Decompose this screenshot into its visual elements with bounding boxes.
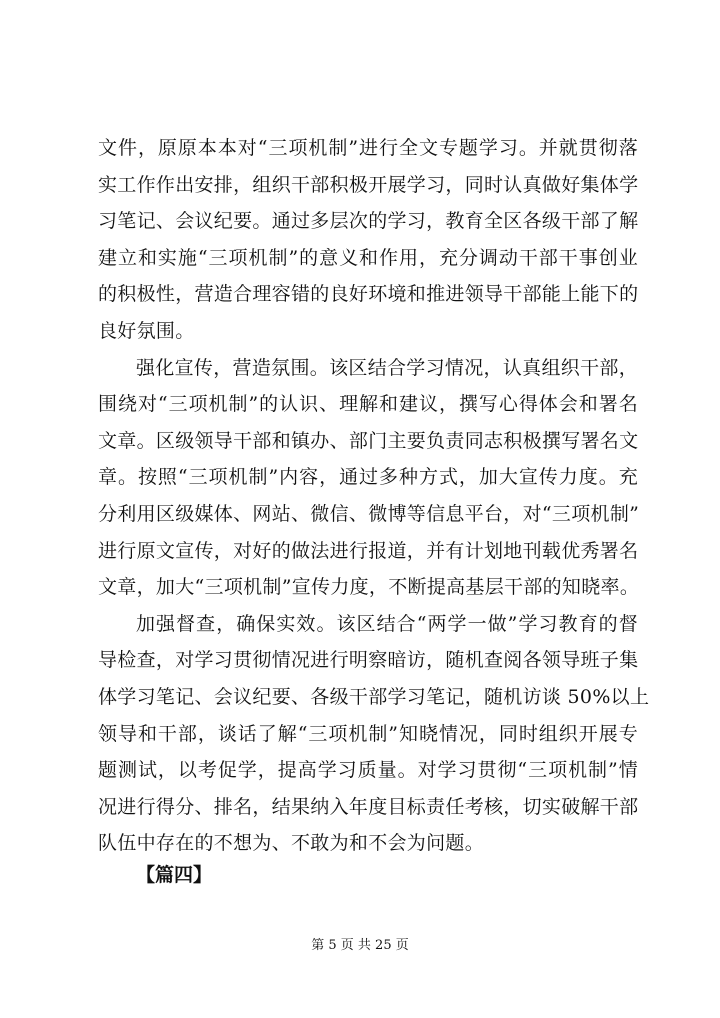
text-line-12: 进行原文宣传，对好的做法进行报道，并有计划地刊载优秀署名 (98, 539, 639, 562)
text-line-17: 领导和干部，谈话了解“三项机制”知晓情况，同时组织开展专 (98, 722, 638, 745)
text-line-9: 文章。区级领导干部和镇办、部门主要负责同志积极撰写署名文 (98, 429, 639, 452)
text-line-11: 分利用区级媒体、网站、微信、微博等信息平台，对“三项机制” (98, 502, 640, 525)
text-line-18: 题测试，以考促学，提高学习质量。对学习贯彻“三项机制”情 (98, 759, 638, 782)
text-line-2: 实工作作出安排，组织干部积极开展学习，同时认真做好集体学 (98, 173, 639, 196)
text-line-15: 导检查，对学习贯彻情况进行明察暗访，随机查阅各领导班子集 (98, 649, 639, 672)
text-line-1: 文件，原原本本对“三项机制”进行全文专题学习。并就贯彻落 (98, 137, 638, 159)
text-line-4: 建立和实施“三项机制”的意义和作用，充分调动干部干事创业 (98, 246, 638, 269)
text-line-10: 章。按照“三项机制”内容，通过多种方式，加大宣传力度。充 (98, 466, 638, 489)
text-line-20: 队伍中存在的不想为、不敢为和不会为问题。 (98, 832, 485, 855)
text-line-6: 良好氛围。 (98, 319, 195, 342)
text-line-16: 体学习笔记、会议纪要、各级干部学习笔记，随机访谈 50%以上 (98, 685, 650, 708)
section-heading: 【篇四】 (136, 864, 213, 886)
text-line-5: 的积极性，营造合理容错的良好环境和推进领导干部能上能下的 (98, 283, 639, 306)
text-line-19: 况进行得分、排名，结果纳入年度目标责任考核，切实破解干部 (98, 795, 639, 818)
text-line-14: 加强督查，确保实效。该区结合“两学一做”学习教育的督 (136, 612, 638, 635)
body-text (98, 130, 650, 862)
text-line-7: 强化宣传，营造氛围。该区结合学习情况，认真组织干部， (136, 356, 638, 379)
text-line-3: 习笔记、会议纪要。通过多层次的学习，教育全区各级干部了解 (98, 210, 639, 233)
page-footer: 第 5 页 共 25 页 (311, 938, 409, 953)
text-line-8: 围绕对“三项机制”的认识、理解和建议，撰写心得体会和署名 (98, 393, 638, 416)
text-line-13: 文章，加大“三项机制”宣传力度，不断提高基层干部的知晓率。 (98, 576, 640, 599)
